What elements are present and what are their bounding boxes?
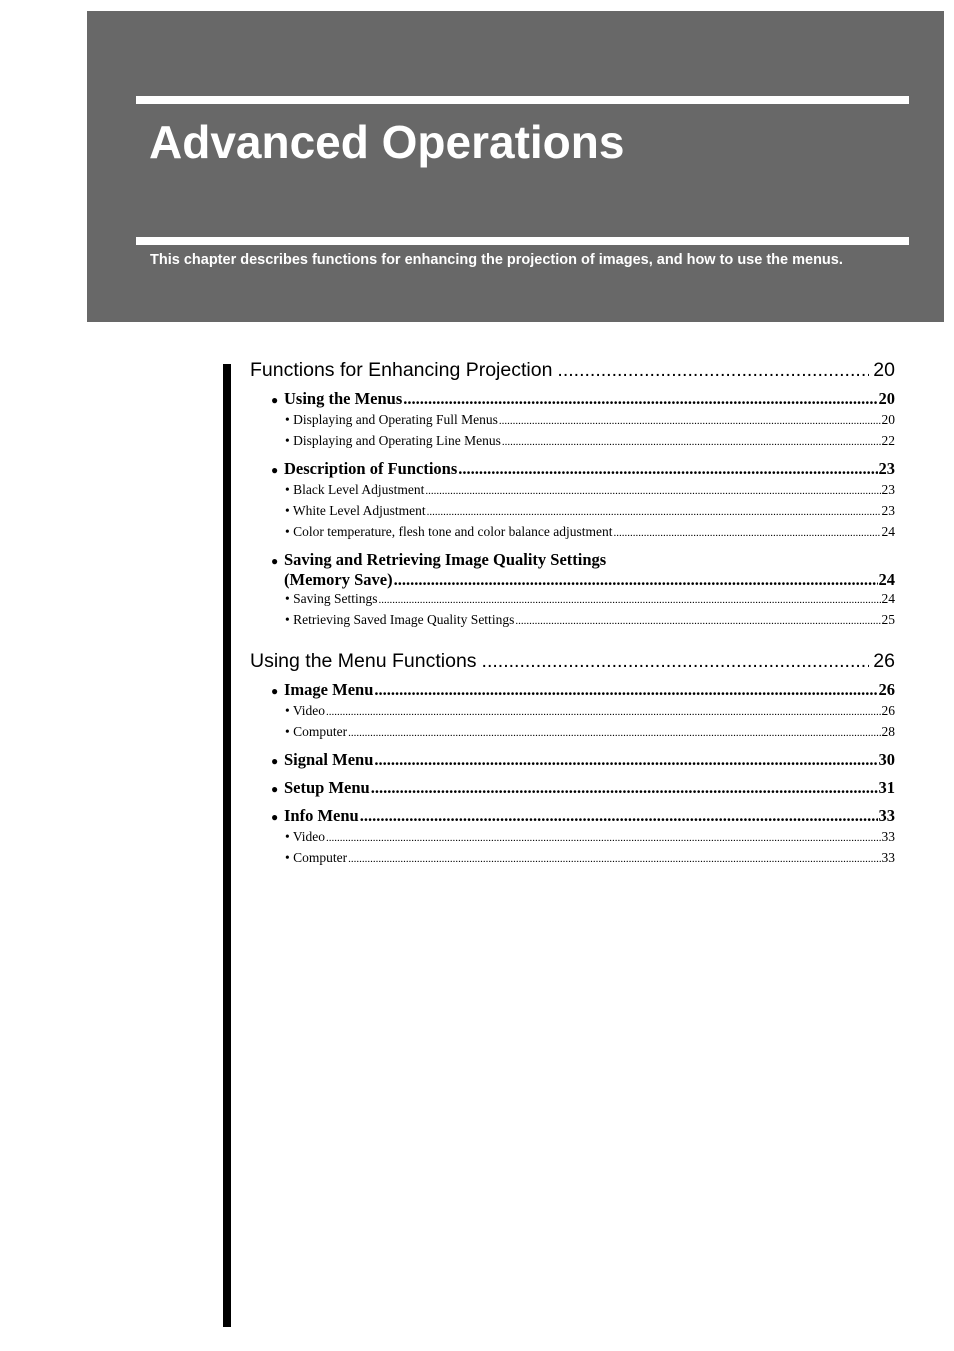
dot-leader xyxy=(326,828,880,848)
toc-page-number: 33 xyxy=(881,850,895,865)
toc-page-number: 24 xyxy=(878,570,895,589)
toc-entry-image-menu[interactable] xyxy=(271,680,895,701)
toc-item-black-level[interactable]: • Black Level Adjustment ..... 23 xyxy=(271,480,895,501)
margin-bar xyxy=(223,364,231,1327)
toc-item-computer[interactable]: • Computer ..... 33 xyxy=(271,848,895,869)
toc-item-video[interactable]: • Video ..... 33 xyxy=(271,827,895,848)
bullet-icon: ● xyxy=(271,810,279,824)
toc-entry-title: Using the Menus xyxy=(284,389,403,408)
toc-section-menu-functions[interactable] xyxy=(250,649,895,673)
toc-item-color-temperature[interactable]: • Color temperature, flesh tone and color balance adjustment ..... 24 xyxy=(271,522,895,543)
toc-page-number: 26 xyxy=(881,703,895,718)
toc-entry-title: Setup Menu xyxy=(284,778,370,797)
banner-rule-top xyxy=(136,96,909,104)
dot-leader xyxy=(394,570,878,589)
bullet-icon: ● xyxy=(271,782,279,796)
toc-entry-title: (Memory Save) xyxy=(284,570,393,589)
toc-item-title: Displaying and Operating Full Menus xyxy=(293,412,498,427)
toc-page-number: 30 xyxy=(878,750,895,769)
toc-item-video[interactable]: • Video ..... 26 xyxy=(271,701,895,722)
toc-page-number: 23 xyxy=(878,459,895,478)
toc-page-number: 26 xyxy=(873,650,895,672)
toc-item-title: White Level Adjustment xyxy=(292,503,426,518)
dot-leader xyxy=(403,389,877,408)
toc-item-white-level[interactable]: • White Level Adjustment ..... 23 xyxy=(271,501,895,522)
bullet-icon: ● xyxy=(271,684,279,698)
dot-leader xyxy=(502,432,881,452)
banner-rule-middle xyxy=(136,237,909,245)
toc-entry-title: Saving and Retrieving Image Quality Settings xyxy=(284,550,607,569)
toc-item-retrieving-settings[interactable]: • Retrieving Saved Image Quality Settings ..... 25 xyxy=(271,610,895,631)
toc-page-number: 26 xyxy=(878,680,895,699)
dot-leader xyxy=(374,680,877,699)
toc-item-title: Color temperature, flesh tone and color balance adjustment xyxy=(293,524,613,539)
toc-entry-setup-menu[interactable] xyxy=(271,778,895,799)
dot-leader xyxy=(614,523,881,543)
toc-item-full-menus[interactable]: • Displaying and Operating Full Menus ..... 20 xyxy=(271,410,895,431)
dot-leader xyxy=(348,723,880,743)
toc-entry-signal-menu[interactable] xyxy=(271,750,895,771)
toc-entry-memory-save-line1[interactable] xyxy=(271,551,895,570)
toc-page-number: 23 xyxy=(881,503,895,518)
chapter-description: This chapter describes functions for enhancing the projection of images, and how to use the menus. xyxy=(150,252,843,268)
dot-leader xyxy=(499,411,881,431)
toc-entry-title: Signal Menu xyxy=(284,750,374,769)
toc-page-number: 20 xyxy=(873,359,895,381)
toc-entry-title: Image Menu xyxy=(284,680,374,699)
bullet-icon: ● xyxy=(271,463,279,477)
dot-leader xyxy=(458,459,877,478)
toc-item-line-menus[interactable]: • Displaying and Operating Line Menus ..... 22 xyxy=(271,431,895,452)
dot-leader xyxy=(360,806,878,825)
toc-page-number: 22 xyxy=(881,433,895,448)
dot-leader xyxy=(557,358,869,382)
toc-page-number: 28 xyxy=(881,724,895,739)
toc-page-number: 24 xyxy=(881,591,895,606)
toc-item-title: Black Level Adjustment xyxy=(293,482,425,497)
toc-item-title: Saving Settings xyxy=(293,591,378,606)
toc-entry-group xyxy=(271,389,895,631)
bullet-icon: ● xyxy=(271,754,279,768)
toc-page-number: 23 xyxy=(881,482,895,497)
dot-leader xyxy=(379,590,881,610)
dot-leader xyxy=(425,481,880,501)
dot-leader xyxy=(348,849,880,869)
table-of-contents xyxy=(250,358,895,869)
dot-leader xyxy=(515,611,880,631)
dot-leader xyxy=(427,502,881,522)
toc-section-enhancing-projection[interactable] xyxy=(250,358,895,382)
toc-page-number: 33 xyxy=(878,806,895,825)
dot-leader xyxy=(326,702,880,722)
toc-item-title: Video xyxy=(292,829,326,844)
toc-page-number: 25 xyxy=(881,612,895,627)
toc-page-number: 31 xyxy=(878,778,895,797)
toc-section-title: Functions for Enhancing Projection xyxy=(250,359,553,381)
toc-entry-using-the-menus[interactable] xyxy=(271,389,895,410)
chapter-title: Advanced Operations xyxy=(149,116,625,168)
dot-leader xyxy=(482,649,870,673)
dot-leader xyxy=(371,778,878,797)
toc-item-computer[interactable]: • Computer ..... 28 xyxy=(271,722,895,743)
toc-item-title: Retrieving Saved Image Quality Settings xyxy=(293,612,515,627)
toc-item-saving-settings[interactable]: • Saving Settings ..... 24 xyxy=(271,589,895,610)
toc-section-title: Using the Menu Functions xyxy=(250,650,477,672)
toc-page-number: 20 xyxy=(881,412,895,427)
toc-item-title: Computer xyxy=(293,850,348,865)
toc-page-number: 24 xyxy=(881,524,895,539)
toc-page-number: 33 xyxy=(881,829,895,844)
toc-page-number: 20 xyxy=(878,389,895,408)
toc-item-title: Computer xyxy=(293,724,348,739)
dot-leader xyxy=(374,750,877,769)
bullet-icon: ● xyxy=(271,393,279,407)
toc-entry-title: Description of Functions xyxy=(284,459,458,478)
toc-entry-description-of-functions[interactable] xyxy=(271,459,895,480)
toc-entry-group xyxy=(271,680,895,869)
toc-entry-title: Info Menu xyxy=(284,806,359,825)
bullet-icon: ● xyxy=(271,554,279,568)
toc-entry-info-menu[interactable] xyxy=(271,806,895,827)
toc-item-title: Video xyxy=(292,703,326,718)
toc-item-title: Displaying and Operating Line Menus xyxy=(293,433,501,448)
toc-entry-memory-save[interactable] xyxy=(271,570,895,589)
